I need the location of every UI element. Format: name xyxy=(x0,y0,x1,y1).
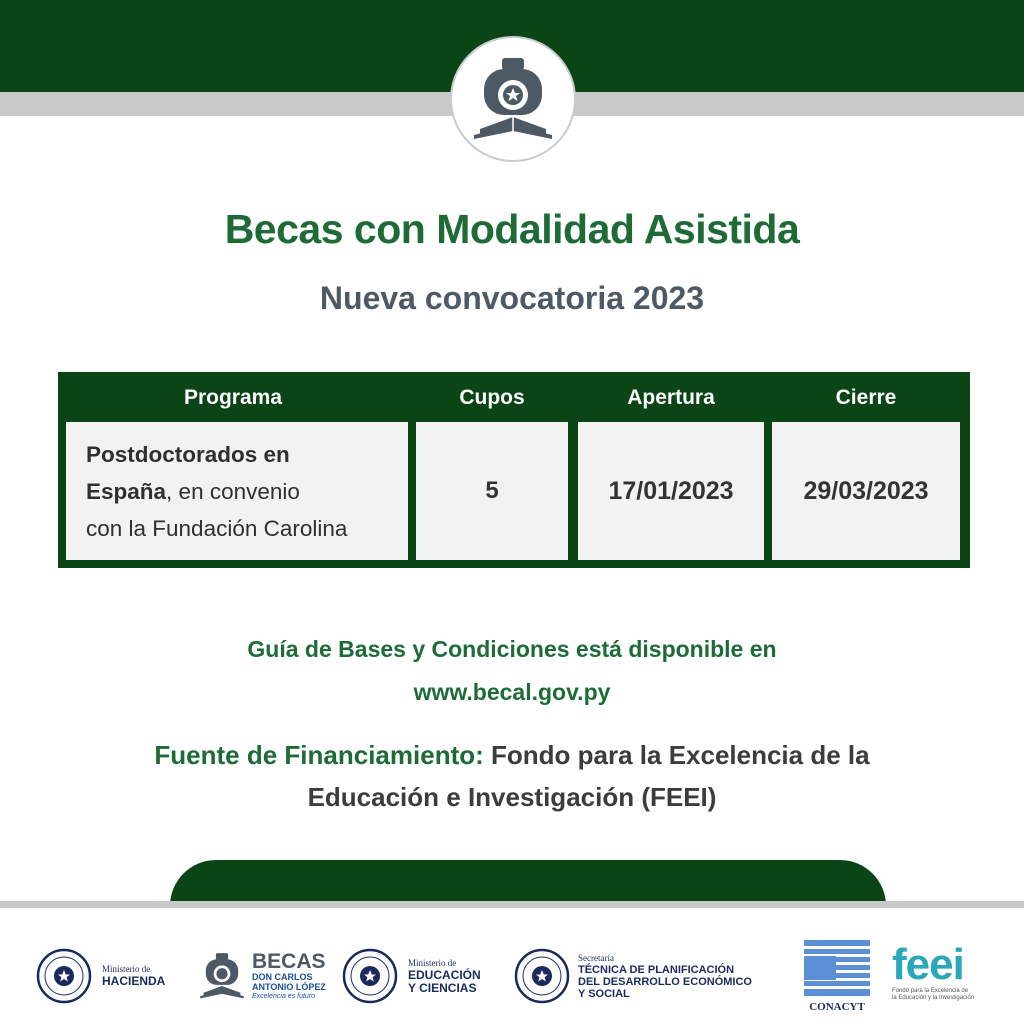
logo-conacyt xyxy=(804,940,874,1012)
funding-text-line2: Educación e Investigación (FEEI) xyxy=(307,782,717,812)
feei-line2: la Educación y la Investigación xyxy=(892,995,975,1001)
logo-feei xyxy=(892,942,1002,1014)
funding-source xyxy=(0,734,1024,818)
stp-small-text: Secretaría xyxy=(578,952,614,963)
becal-emblem xyxy=(450,36,576,162)
cell-programa xyxy=(66,422,408,560)
stp-name-line1: TÉCNICA DE PLANIFICACIÓN xyxy=(578,963,735,976)
paraguay-seal-icon xyxy=(36,948,92,1004)
becal-small-emblem-icon xyxy=(198,950,246,1002)
logo-ministerio-hacienda xyxy=(36,948,165,1004)
guide-text: Guía de Bases y Condiciones está disponible en xyxy=(247,636,777,662)
program-name-line1: Postdoctorados en xyxy=(86,441,290,467)
cell-cierre: 29/03/2023 xyxy=(772,422,960,560)
locomotive-book-icon xyxy=(470,55,556,143)
scholarship-table xyxy=(58,372,970,568)
guide-url-link[interactable]: www.becal.gov.py xyxy=(413,679,611,705)
cell-cupos: 5 xyxy=(416,422,568,560)
column-header-apertura: Apertura xyxy=(627,386,715,409)
cell-apertura: 17/01/2023 xyxy=(578,422,764,560)
hacienda-small-text: Ministerio de xyxy=(102,964,151,974)
educacion-name-line2: Y CIENCIAS xyxy=(408,980,477,995)
program-name-line2: España xyxy=(86,478,167,504)
logo-ministerio-educacion xyxy=(342,948,481,1004)
stp-name-line2: DEL DESARROLLO ECONÓMICO xyxy=(578,975,752,988)
funding-label: Fuente de Financiamiento: xyxy=(154,740,484,770)
educacion-name-line1: EDUCACIÓN xyxy=(408,967,481,982)
funding-text-line1: Fondo para la Excelencia de la xyxy=(483,740,870,770)
becas-line2: ANTONIO LÓPEZ xyxy=(252,981,326,992)
program-agreement-text: , en convenio xyxy=(166,478,300,504)
bottom-grey-stripe xyxy=(0,901,1024,908)
stp-name-line3: Y SOCIAL xyxy=(578,987,630,1000)
feei-wordmark: feei xyxy=(892,940,964,989)
hacienda-name: HACIENDA xyxy=(102,974,166,988)
program-partner-text: con la Fundación Carolina xyxy=(86,515,348,541)
becas-tagline: Excelencia es futuro xyxy=(252,992,316,1000)
guide-notice xyxy=(0,628,1024,714)
paraguay-seal-icon xyxy=(342,948,398,1004)
educacion-small-text: Ministerio de xyxy=(408,957,457,968)
paraguay-seal-icon xyxy=(514,948,570,1004)
page-subtitle: Nueva convocatoria 2023 xyxy=(319,280,705,316)
column-header-programa: Programa xyxy=(183,386,283,409)
page-title: Becas con Modalidad Asistida xyxy=(224,206,800,252)
conacyt-name: CONACYT xyxy=(809,1001,865,1013)
logo-becal xyxy=(198,950,326,1002)
column-header-cierre: Cierre xyxy=(835,386,897,409)
column-header-cupos: Cupos xyxy=(459,386,525,409)
logo-secretaria-planificacion xyxy=(514,948,752,1004)
becas-title: BECAS xyxy=(252,949,326,973)
feei-line1: Fondo para la Excelencia de xyxy=(892,988,969,994)
conacyt-flag-icon xyxy=(804,940,870,996)
becas-line1: DON CARLOS xyxy=(252,971,313,982)
